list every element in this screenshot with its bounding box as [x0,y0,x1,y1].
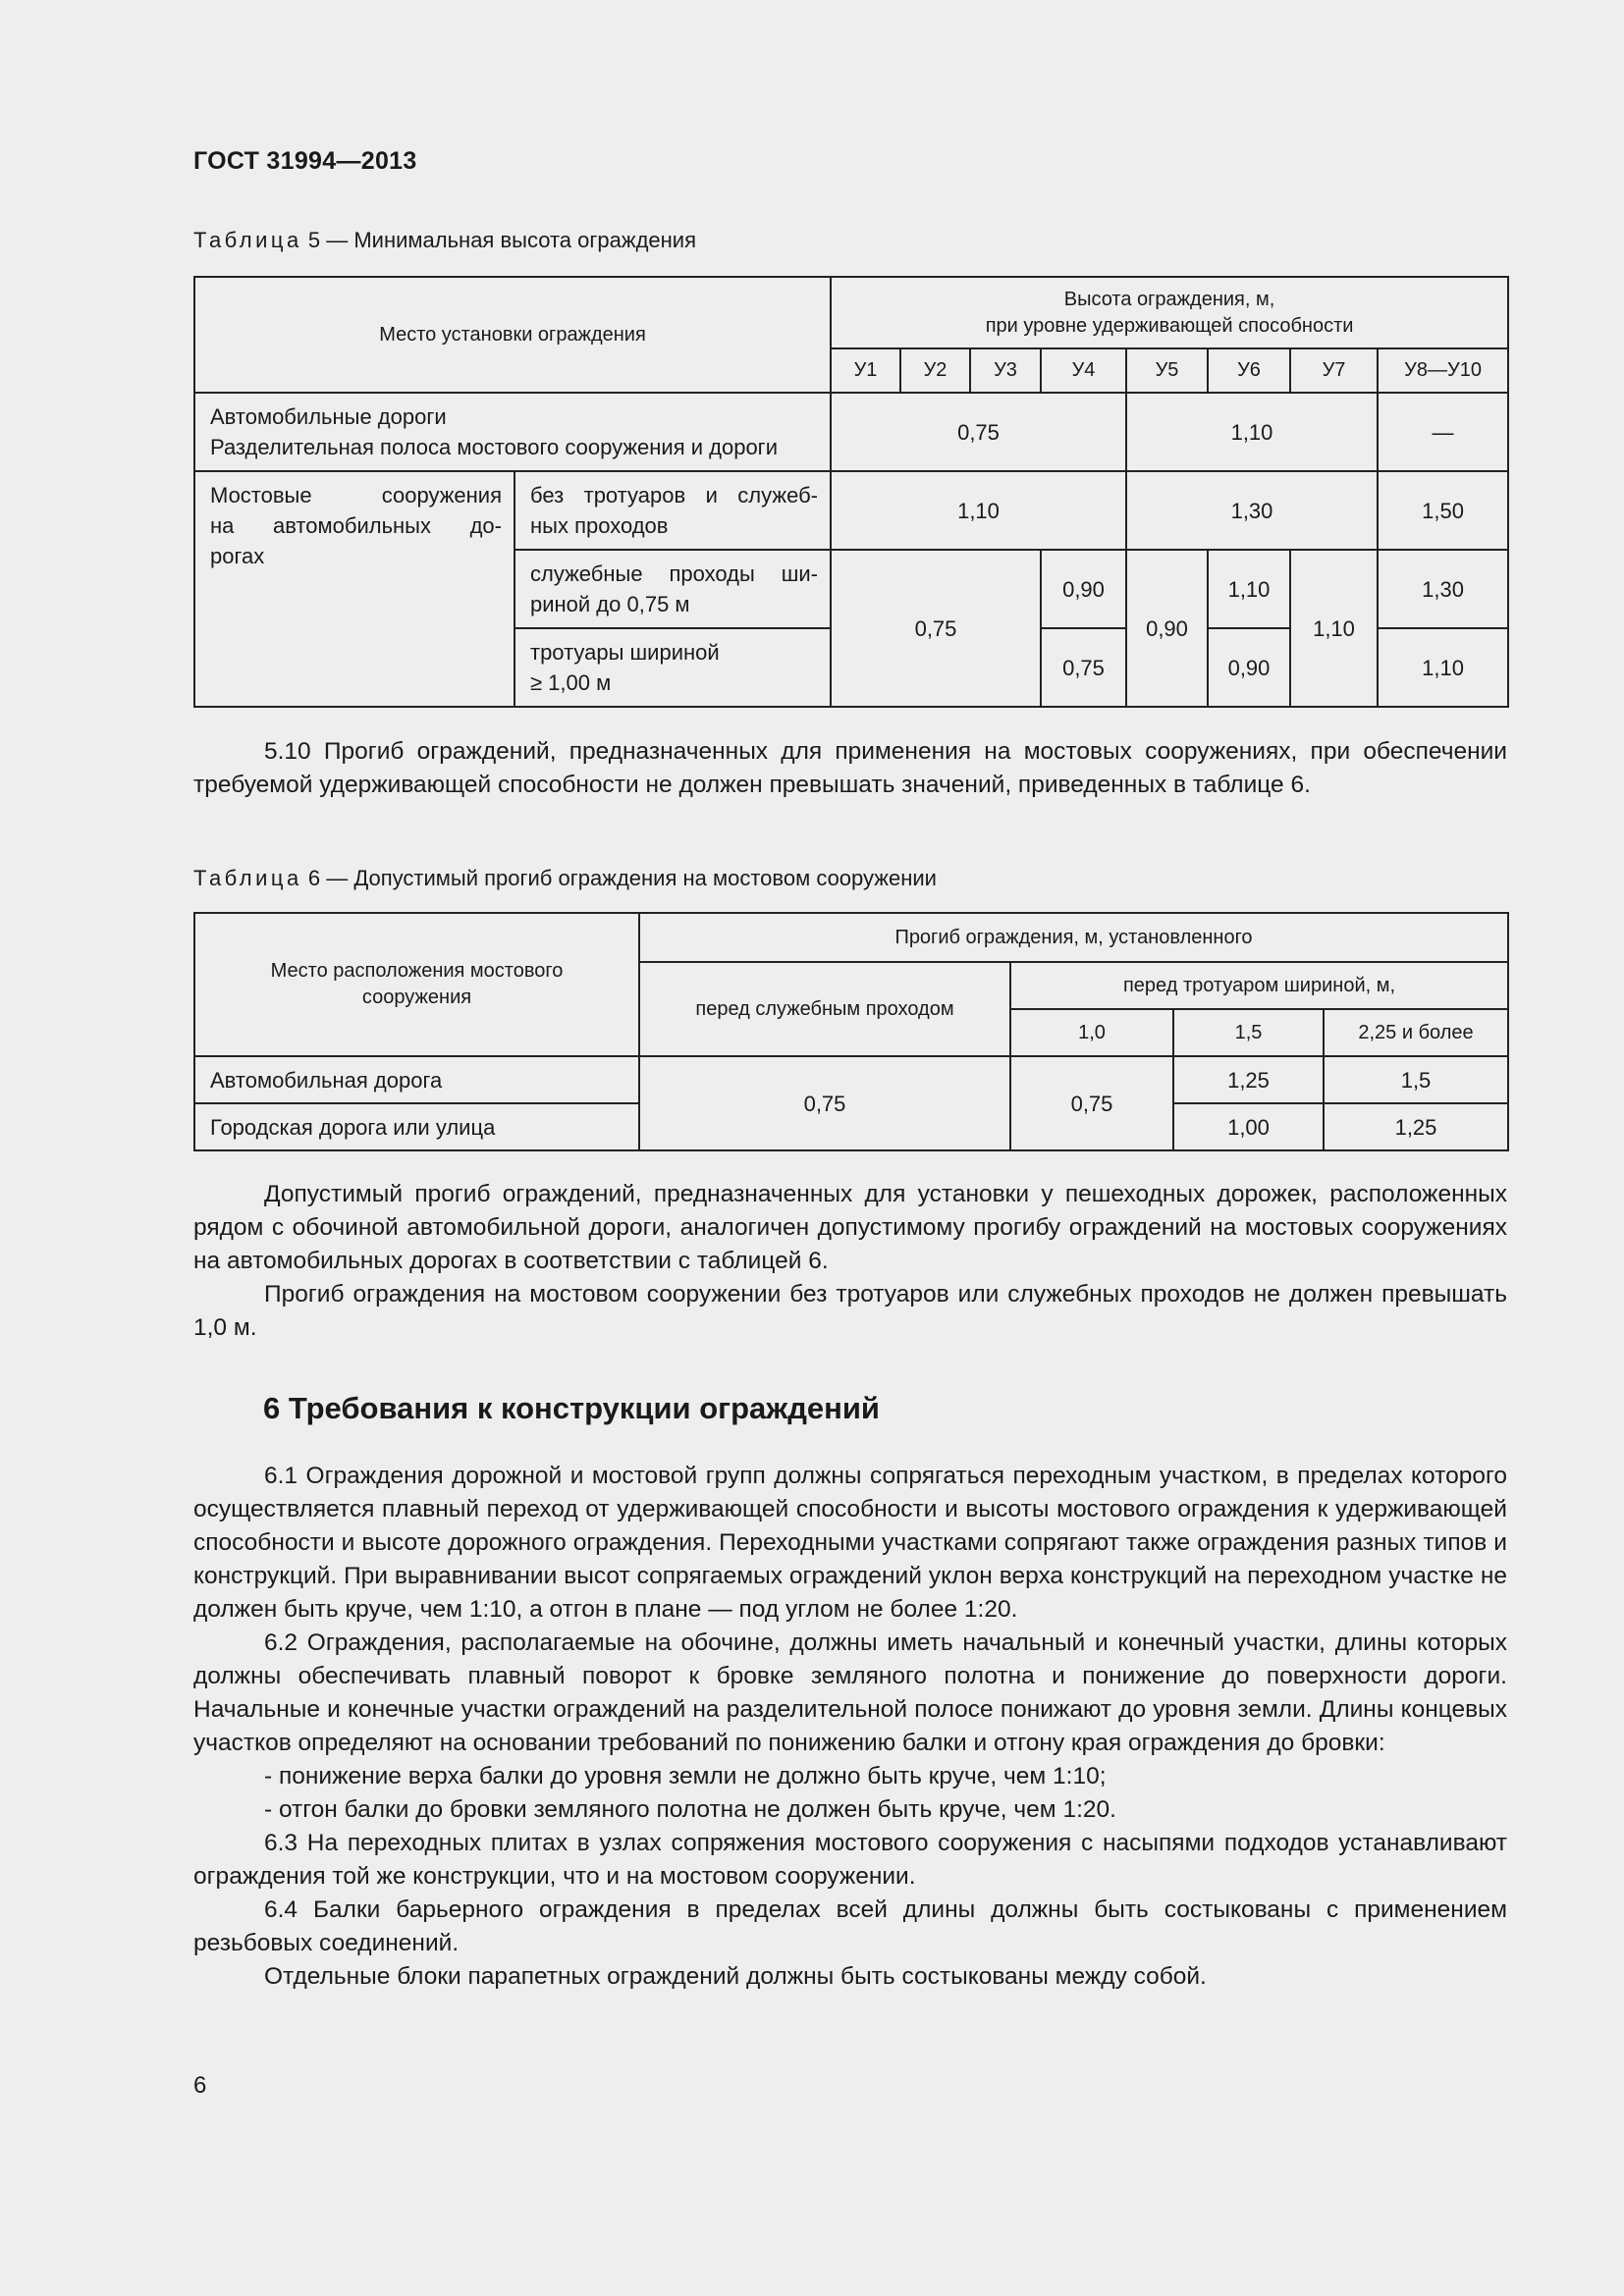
table5-bridges-line3: рогах [210,544,265,568]
deflection-paragraphs [193,1178,1507,1345]
section-6-body [193,1460,1507,1994]
table6-head-place-line1: Место расположения мостового [270,960,564,982]
table6-cell: 1,25 [1324,1103,1508,1150]
table5-sidewalks-u8: 1,10 [1378,628,1508,707]
table5-no-sidewalks-u1-u4: 1,10 [831,471,1126,550]
paragraph-5-10 [193,735,1507,802]
table5-roads-u1-u4: 0,75 [831,393,1126,471]
paragraph-bridge-deflection: Прогиб ограждения на мостовом сооружении без тротуаров или служебных проходов не должен превышать 1,0 м. [193,1281,1507,1341]
table5-head-height-line1: Высота ограждения, м, [1063,288,1275,310]
table6-row-label: Автомобильная дорога [194,1056,639,1103]
table5-service-u8: 1,30 [1378,550,1508,628]
table6-cell: 1,25 [1173,1056,1324,1103]
table5-level-u8-u10: У8—У10 [1378,348,1508,393]
table5-service-u4: 0,90 [1041,550,1126,628]
paragraph-6-2: 6.2 Ограждения, располагаемые на обочине, должны иметь начальный и конечный участки, длины которых должны обеспечивать плавный поворот к бровке земляного полотна и понижение до поверхности дороги. Начальные и конечные участки ограждений на разделительной полосе понижают до уровня земли. Длины концевых участков определяют на основании требований по понижению балки и отгону края ограждения до бровки: [193,1629,1507,1756]
table5-head-height [831,277,1508,348]
table6-caption-word: Таблица [193,866,302,890]
table6-cell: 1,5 [1324,1056,1508,1103]
table5 [193,276,1509,708]
table5-service-u1-u3: 0,75 [831,550,1041,707]
table5-no-sidewalks-line2: ных проходов [530,513,669,538]
table5-head-height-line2: при уровне удерживающей способности [985,314,1354,337]
table6-head-sidewalk: перед тротуаром шириной, м, [1010,962,1508,1009]
table6-width-1-0-value: 0,75 [1010,1056,1173,1150]
table5-no-sidewalks-u8: 1,50 [1378,471,1508,550]
list-item: - понижение верха балки до уровня земли не должно быть круче, чем 1:10; [264,1763,1107,1789]
table6-width-1-0: 1,0 [1010,1009,1173,1056]
table5-level-u7: У7 [1290,348,1378,393]
table6-width-2-25: 2,25 и более [1324,1009,1508,1056]
table5-row-roads-line1: Автомобильные дороги [210,404,447,429]
table5-service-u6: 1,10 [1208,550,1290,628]
table5-roads-u8: — [1378,393,1508,471]
table5-head-place: Место установки ограждения [194,277,831,393]
table6-head-place-line2: сооружения [361,987,472,1008]
table5-no-sidewalks-u5-u7: 1,30 [1126,471,1378,550]
table5-row-roads-label [194,393,831,471]
list-item: - отгон балки до бровки земляного полотна не должен быть круче, чем 1:20. [264,1796,1116,1823]
table5-level-u2: У2 [900,348,970,393]
table5-row-roads-line2: Разделительная полоса мостового сооружения и дороги [210,435,778,459]
table6-caption-text: 6 — Допустимый прогиб ограждения на мостовом сооружении [301,866,937,890]
table5-level-u5: У5 [1126,348,1208,393]
paragraph-6-4: 6.4 Балки барьерного ограждения в пределах всей длины должны быть состыкованы с применением резьбовых соединений. [193,1896,1507,1956]
table5-bridges-label [194,471,514,707]
table5-level-u6: У6 [1208,348,1290,393]
table5-sidewalks-label [514,628,831,707]
table6-head-service: перед служебным проходом [639,962,1010,1056]
table6-row-label: Городская дорога или улица [194,1103,639,1150]
table5-service-passages-line1: служебные проходы ши- [530,561,818,586]
paragraph-parapet-blocks: Отдельные блоки парапетных ограждений должны быть состыкованы между собой. [264,1963,1207,1990]
table5-sidewalks-line2: ≥ 1,00 м [530,670,612,695]
table6-cell: 1,00 [1173,1103,1324,1150]
paragraph-6-3: 6.3 На переходных плитах в узлах сопряжения мостового сооружения с насыпями подходов устанавливают ограждения той же конструкции, что и на мостовом сооружении. [193,1830,1507,1890]
table5-caption [193,228,696,253]
table5-sidewalks-u4: 0,75 [1041,628,1126,707]
document-code: ГОСТ 31994—2013 [193,147,417,175]
table5-level-u4: У4 [1041,348,1126,393]
table5-no-sidewalks-line1: без тротуаров и служеб- [530,483,818,507]
table5-service-u7: 1,10 [1290,550,1378,707]
table6 [193,912,1509,1151]
page-number: 6 [193,2072,207,2099]
section-6-title: 6 Требования к конструкции ограждений [263,1391,880,1425]
table6-head-deflection: Прогиб ограждения, м, установленного [639,913,1508,962]
table5-service-u5: 0,90 [1126,550,1208,707]
paragraph-allowed-deflection: Допустимый прогиб ограждений, предназначенных для установки у пешеходных дорожек, расположенных рядом с обочиной автомобильной дороги, аналогичен допустимому прогибу ограждений на мостовых сооружениях на автомобильных дорогах в соответствии с таблицей 6. [193,1181,1507,1274]
table5-no-sidewalks-label [514,471,831,550]
table5-sidewalks-u6: 0,90 [1208,628,1290,707]
table6-caption [193,866,937,891]
table6-head-place [194,913,639,1056]
table5-caption-text: 5 — Минимальная высота ограждения [301,228,697,252]
paragraph-5-10-text: 5.10 Прогиб ограждений, предназначенных для применения на мостовых сооружениях, при обеспечении требуемой удерживающей способности не должен превышать значений, приведенных в таблице 6. [193,738,1507,798]
table5-service-passages-label [514,550,831,628]
table6-width-1-5: 1,5 [1173,1009,1324,1056]
table6-service-value: 0,75 [639,1056,1010,1150]
table5-caption-word: Таблица [193,228,302,252]
table5-roads-u5-u7: 1,10 [1126,393,1378,471]
table5-service-passages-line2: риной до 0,75 м [530,592,690,616]
table5-level-u3: У3 [970,348,1041,393]
paragraph-6-1: 6.1 Ограждения дорожной и мостовой групп должны сопрягаться переходным участком, в пределах которого осуществляется плавный переход от удерживающей способности и высоты мостового ограждения к удерживающей способности и высоте дорожного ограждения. Переходными участками сопрягают также ограждения разных типов и конструкций. При выравнивании высот сопрягаемых ограждений уклон верха конструкций на переходном участке не должен быть круче, чем 1:10, а отгон в плане — под углом не более 1:20. [193,1463,1507,1623]
table5-bridges-line2: на автомобильных до- [210,513,502,538]
table5-level-u1: У1 [831,348,900,393]
table5-bridges-line1: Мостовые сооружения [210,483,502,507]
table5-sidewalks-line1: тротуары шириной [530,640,720,665]
